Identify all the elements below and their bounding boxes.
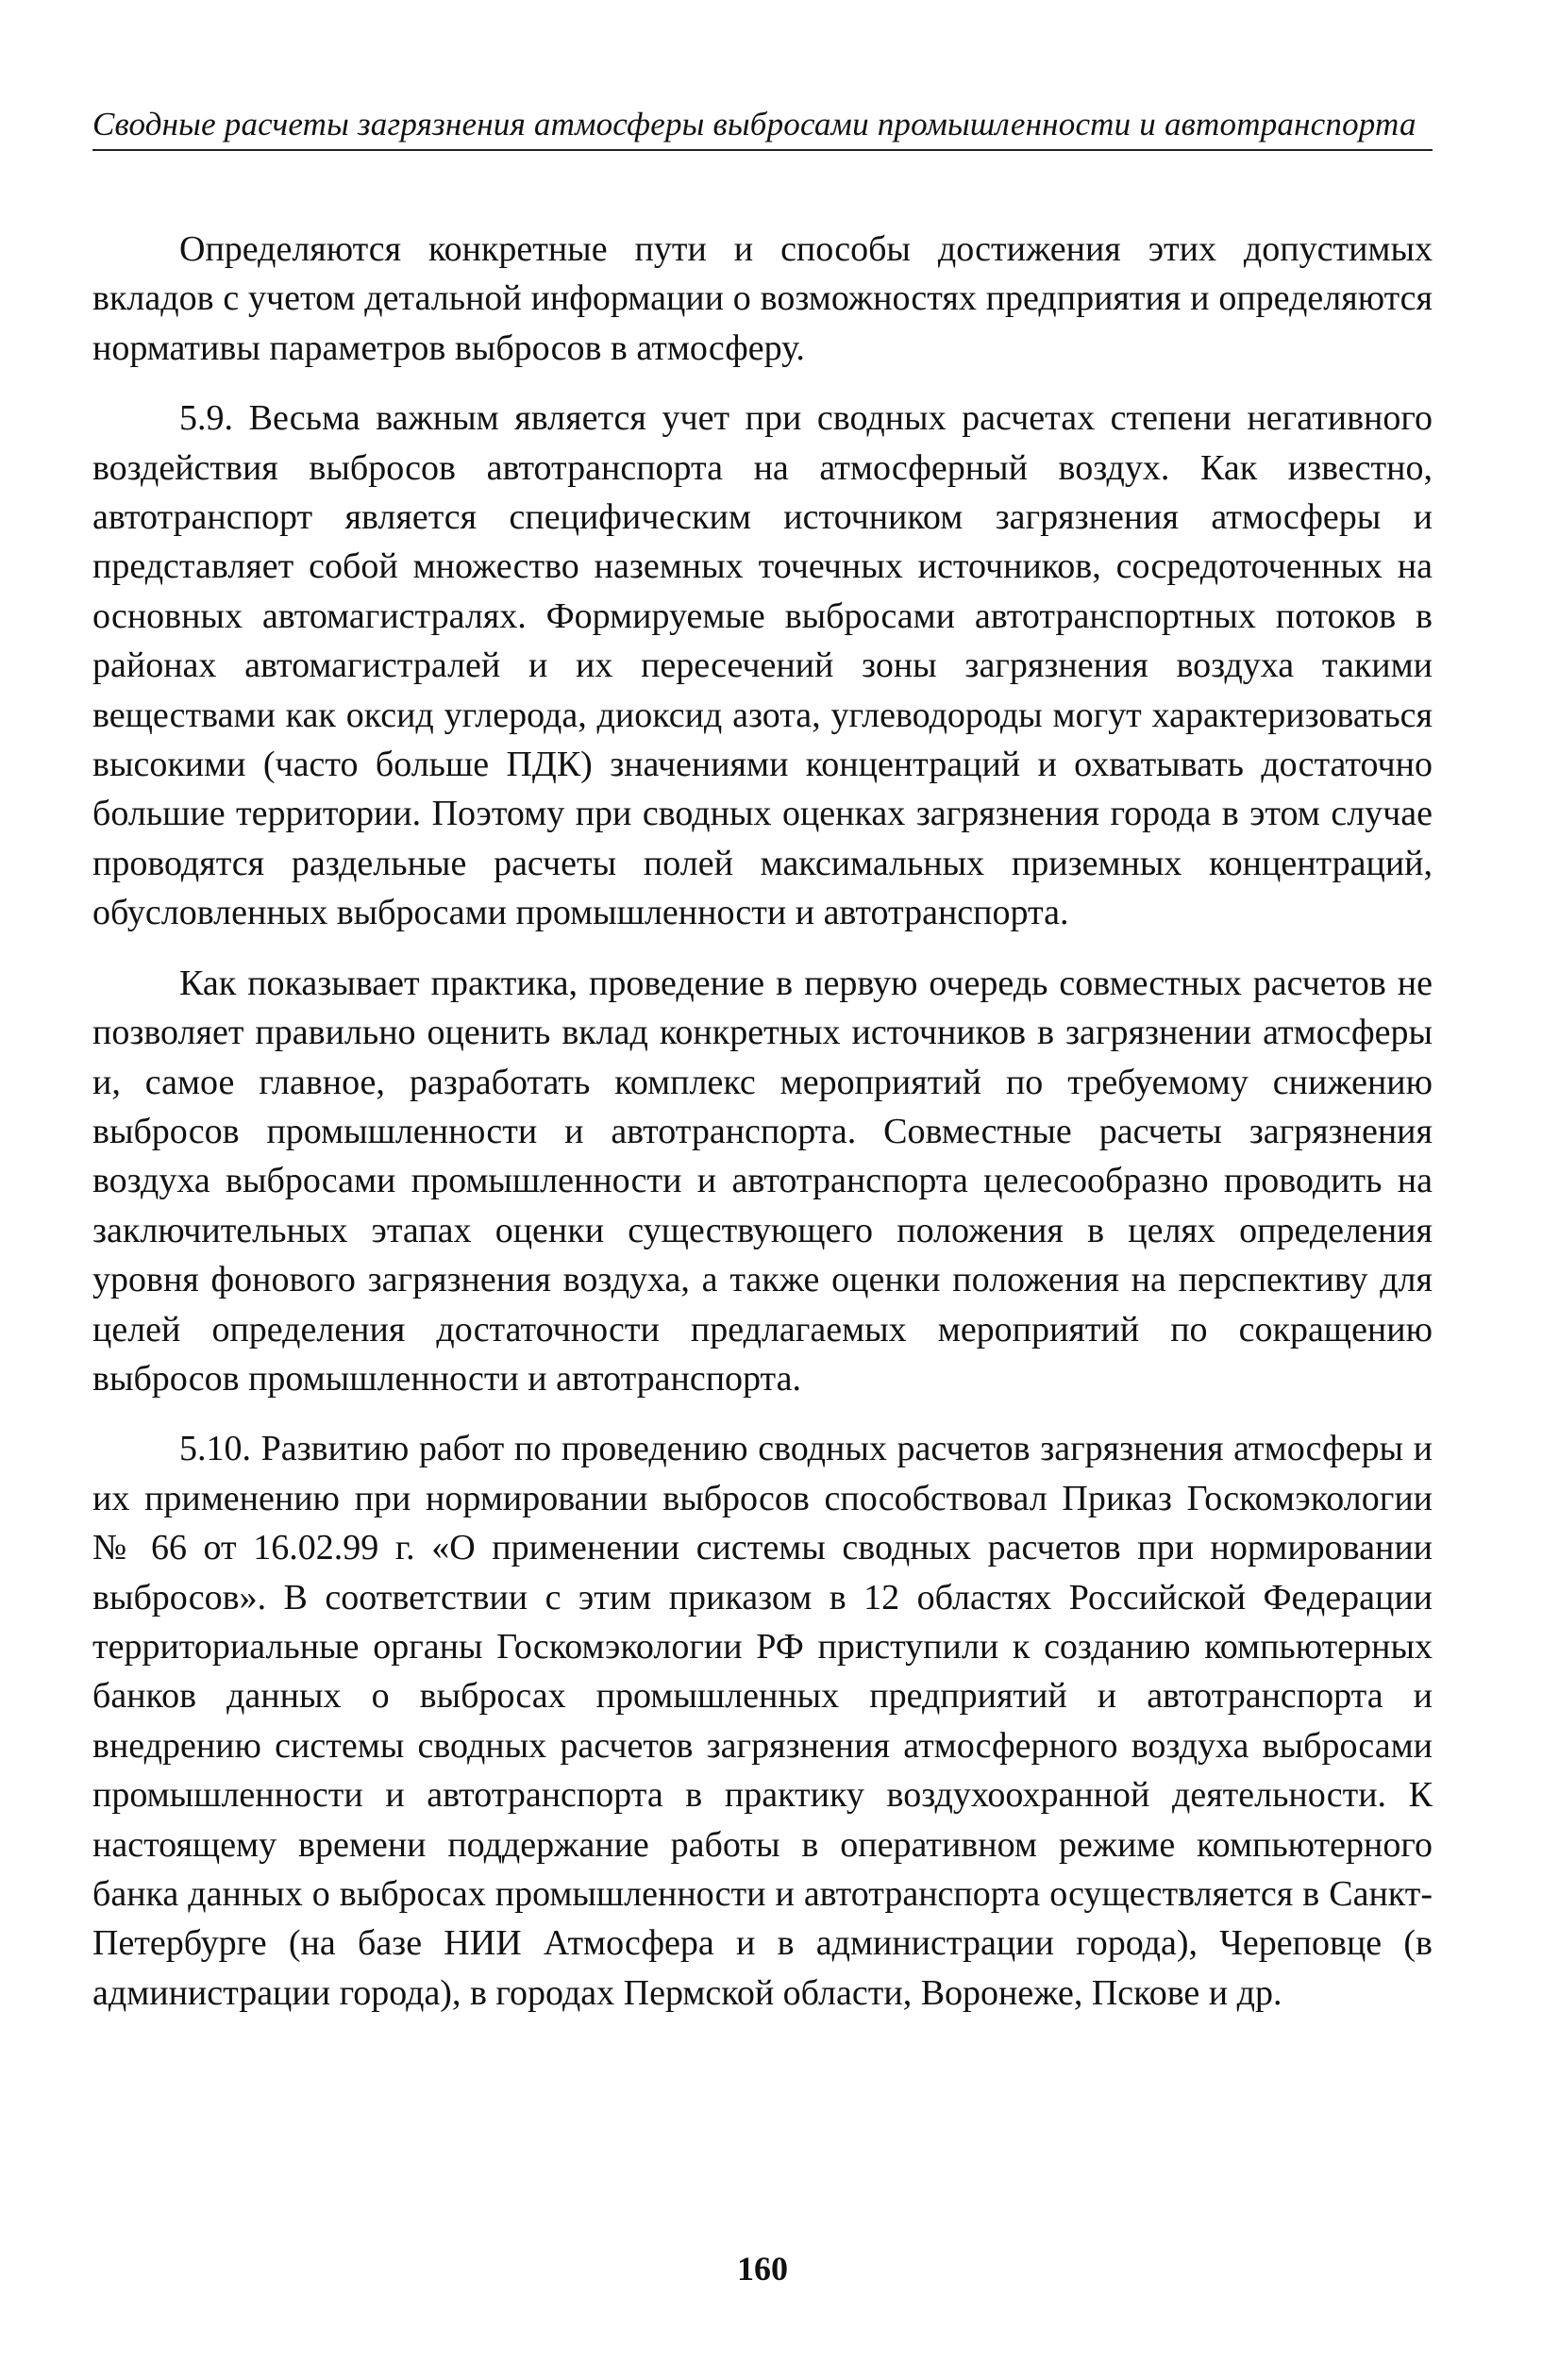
document-page [92,104,1433,2350]
paragraph-intro: Определяются конкретные пути и способы достижения этих допустимых вкладов с учетом детальной информации о возможностях предприятия и определяются нормативы параметров выбросов в атмосферу. [92,229,1433,368]
paragraph-5-10: 5.10. Развитию работ по проведению сводных расчетов загрязнения атмосферы и их применению при нормировании выбросов способствовал Приказ Госкомэкологии № 66 от 16.02.99 г. «О применении системы сводных расчетов при нормировании выбросов». В соответствии с этим приказом в 12 областях Российской Федерации территориальные органы Госкомэкологии РФ приступили к созданию компьютерных банков данных о выбросах промышленных предприятий и автотранспорта и внедрению системы сводных расчетов загрязнения атмосферного воздуха выбросами промышленности и автотранспорта в практику воздухоохранной деятельности. К настоящему времени поддержание работы в оперативном режиме компьютерного банка данных о выбросах промышленности и автотранспорта осуществляется в Санкт-Петербурге (на базе НИИ Атмосфера и в администрации города), Череповце (в администрации города), в городах Пермской области, Воронеже, Пскове и др. [92,1429,1433,2013]
paragraph-5-9: 5.9. Весьма важным является учет при сводных расчетах степени негативного воздействия выбросов автотранспорта на атмосферный воздух. Как известно, автотранспорт является специфическим источником загрязнения атмосферы и представляет собой множество наземных точечных источников, сосредоточенных на основных автомагистралях. Формируемые выбросами автотранспортных потоков в районах автомагистралей и их пересечений зоны загрязнения воздуха такими веществами как оксид углерода, диоксид азота, углеводороды могут характеризоваться высокими (часто больше ПДК) значениями концентраций и охватывать достаточно большие территории. Поэтому при сводных оценках загрязнения города в этом случае проводятся раздельные расчеты полей максимальных приземных концентраций, обусловленных выбросами промышленности и автотранспорта. [92,398,1433,933]
body-text [92,225,1433,2018]
running-header: Сводные расчеты загрязнения атмосферы выбросами промышленности и автотранспорта [92,104,1433,151]
page-number: 160 [737,2250,788,2288]
paragraph-practice: Как показывает практика, проведение в первую очередь совместных расчетов не позволяет правильно оценить вклад конкретных источников в загрязнении атмосферы и, самое главное, разработать комплекс мероприятий по требуемому снижению выбросов промышленности и автотранспорта. Совместные расчеты загрязнения воздуха выбросами промышленности и автотранспорта целесообразно проводить на заключительных этапах оценки существующего положения в целях определения уровня фонового загрязнения воздуха, а также оценки положения на перспективу для целей определения достаточности предлагаемых мероприятий по сокращению выбросов промышленности и автотранспорта. [92,963,1433,1399]
